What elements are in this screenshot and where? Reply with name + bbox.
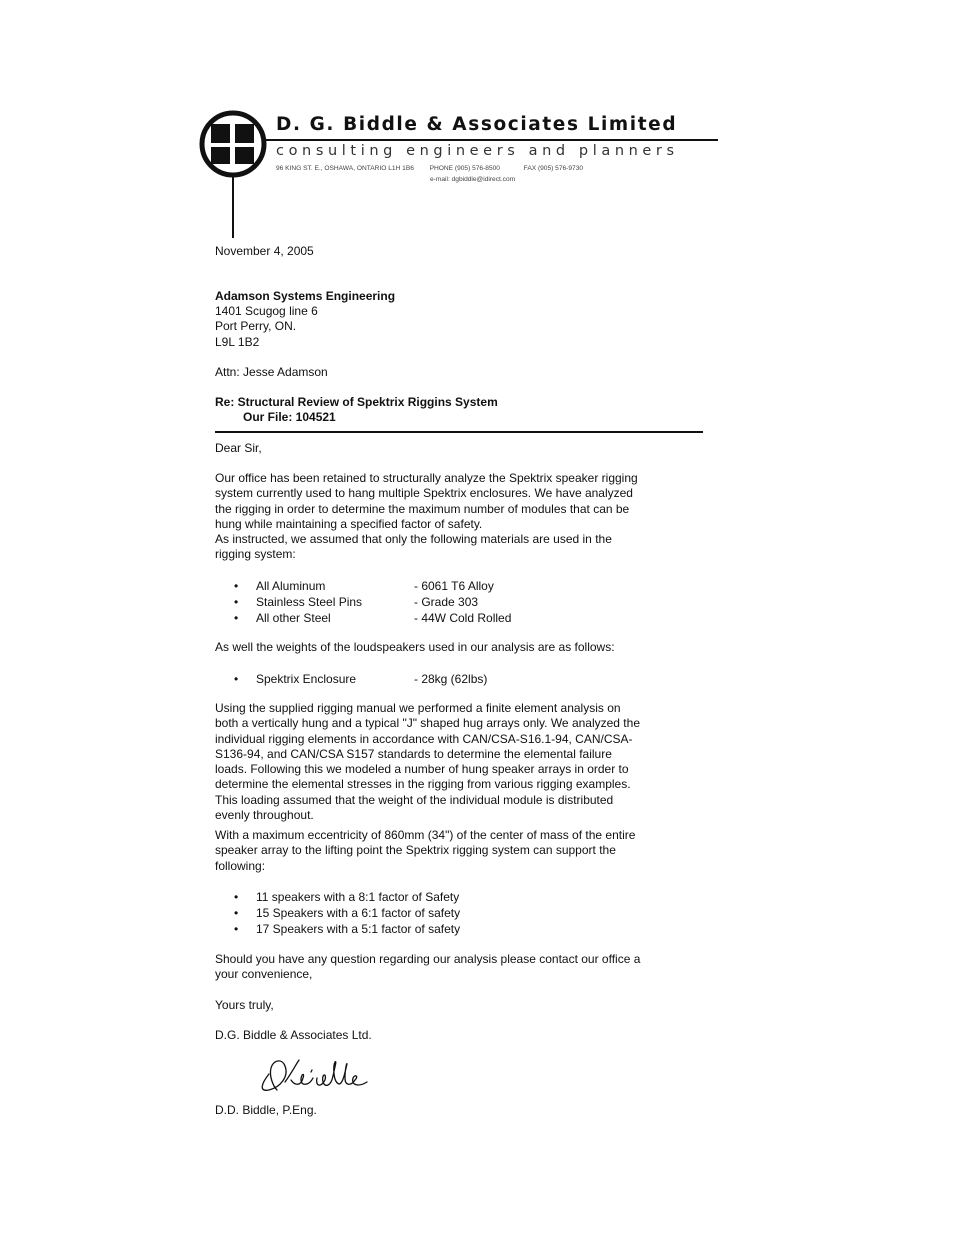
attention-line: Attn: Jesse Adamson [215, 365, 328, 379]
material-name: All Aluminum [256, 579, 326, 593]
subject-line: Re: Structural Review of Spektrix Riggins System [215, 395, 498, 409]
analysis-line: individual rigging elements in accordance with CAN/CSA-S16.1-94, CAN/CSA- [215, 731, 633, 746]
subject-rule [215, 431, 703, 433]
list-item [232, 578, 511, 594]
eccentricity-line: With a maximum eccentricity of 860mm (34") of the center of mass of the entire [215, 828, 636, 842]
firm-fax: FAX (905) 576-9730 [523, 165, 584, 172]
intro-line: rigging system: [215, 547, 296, 562]
weights-intro: As well the weights of the loudspeakers used in our analysis are as follows: [215, 640, 615, 654]
firm-contact-line [276, 165, 720, 172]
list-item [232, 594, 511, 610]
analysis-paragraph [215, 701, 640, 823]
weight-item: Spektrix Enclosure [256, 672, 357, 686]
list-item: • 17 Speakers with a 5:1 factor of safety [232, 921, 460, 937]
closing-line: Should you have any question regarding our analysis please contact our office a [215, 952, 641, 966]
recipient-city: Port Perry, ON. [215, 319, 297, 333]
signoff-company: D.G. Biddle & Associates Ltd. [215, 1028, 372, 1042]
material-spec: - Grade 303 [414, 595, 479, 609]
list-item [232, 671, 487, 687]
analysis-line: determine the elemental stresses in the rigging from various rigging examples. [215, 777, 631, 792]
analysis-line: Using the supplied rigging manual we performed a finite element analysis on [215, 701, 621, 715]
firm-email: e-mail: dgbiddle@idirect.com [430, 176, 516, 183]
recipient-postal: L9L 1B2 [215, 335, 260, 349]
file-number: Our File: 104521 [243, 410, 336, 424]
recipient-company: Adamson Systems Engineering [215, 289, 396, 303]
material-name: Stainless Steel Pins [256, 595, 363, 609]
analysis-line: evenly throughout. [215, 808, 314, 823]
weight-spec: - 28kg (62lbs) [414, 672, 488, 686]
signer-name: D.D. Biddle, P.Eng. [215, 1103, 317, 1117]
handwritten-signature [255, 1052, 375, 1096]
intro-line: As instructed, we assumed that only the following materials are used in the [215, 532, 612, 547]
eccentricity-line: speaker array to the lifting point the Spektrix rigging system can support the [215, 843, 616, 858]
letter-date: November 4, 2005 [215, 244, 314, 258]
intro-line: Our office has been retained to structurally analyze the Spektrix speaker rigging [215, 471, 638, 485]
analysis-line: This loading assumed that the weight of the individual module is distributed [215, 792, 614, 807]
analysis-line: both a vertically hung and a typical "J" shaped hug arrays only. We analyzed the [215, 716, 640, 731]
list-item: • 15 Speakers with a 6:1 factor of safety [232, 905, 460, 921]
material-spec: - 44W Cold Rolled [414, 611, 512, 625]
intro-paragraph [215, 471, 638, 563]
firm-tagline: consulting engineers and planners [276, 143, 679, 159]
firm-address: 96 KING ST. E., OSHAWA, ONTARIO L1H 1B6 [276, 165, 414, 172]
firm-name: D. G. Biddle & Associates Limited [276, 114, 678, 135]
salutation: Dear Sir, [215, 441, 262, 455]
closing-line: your convenience, [215, 967, 313, 982]
analysis-line: S136-94, and CAN/CSA S157 standards to determine the elemental failure [215, 746, 612, 761]
intro-line: the rigging in order to determine the maximum number of modules that can be [215, 501, 630, 516]
capacity-list [232, 889, 460, 937]
intro-line: system currently used to hang multiple Spektrix enclosures. We have analyzed [215, 486, 633, 501]
company-logo-icon [199, 110, 267, 178]
recipient-street: 1401 Scugog line 6 [215, 304, 318, 318]
valediction: Yours truly, [215, 998, 274, 1012]
analysis-line: loads. Following this we modeled a number of hung speaker arrays in order to [215, 762, 629, 777]
material-spec: - 6061 T6 Alloy [414, 579, 494, 593]
eccentricity-line: following: [215, 858, 266, 873]
letterhead-vertical-line [232, 176, 234, 238]
materials-list [232, 578, 511, 626]
weights-list [232, 671, 487, 687]
intro-line: hung while maintaining a specified factor of safety. [215, 516, 483, 531]
list-item: • 11 speakers with a 8:1 factor of Safety [232, 889, 460, 905]
eccentricity-paragraph [215, 828, 635, 874]
letterhead-rule [262, 139, 718, 141]
list-item [232, 610, 511, 626]
material-name: All other Steel [256, 611, 331, 625]
closing-paragraph [215, 952, 640, 983]
firm-phone: PHONE (905) 576-8500 [429, 165, 500, 172]
